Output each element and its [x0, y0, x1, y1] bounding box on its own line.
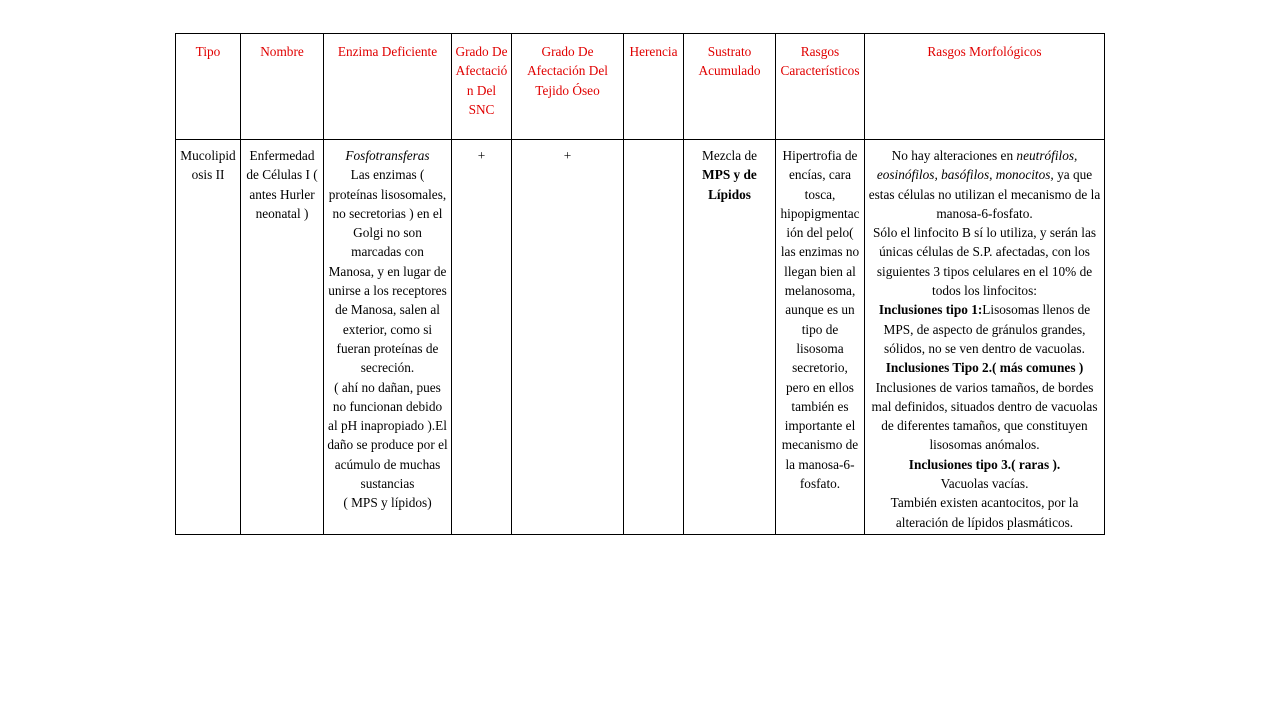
cell-sustrato	[684, 140, 776, 535]
morpho-paragraph-2: Sólo el linfocito B sí lo utiliza, y serán las únicas células de S.P. afectadas, con los siguientes 3 tipos celulares en el 10% de todos los linfocitos:	[872, 225, 1097, 299]
substrate-prefix: Mezcla de	[702, 148, 757, 163]
morpho-paragraph-last: También existen acantocitos, por la alteración de lípidos plasmáticos.	[890, 495, 1079, 530]
morpho-inclusion-1	[868, 300, 1101, 358]
inclusion-2-text: Inclusiones de varios tamaños, de bordes mal definidos, situados dentro de vacuolas de diferentes tamaños, que constituyen lisosomas anómalos.	[871, 379, 1098, 453]
header-rasgos: Rasgos Característicos	[776, 34, 865, 140]
cell-oseo: +	[512, 140, 624, 535]
morpho-paragraph-1	[868, 146, 1101, 223]
cell-snc: +	[452, 140, 512, 535]
cell-rasgos: Hipertrofia de encías, cara tosca, hipopigmentación del pelo( las enzimas no llegan bien al melanosoma, aunque es un tipo de lisosoma secretorio, pero en ellos también es importante el mecanismo de la manosa-6-fosfato.	[776, 140, 865, 535]
enzyme-name: Fosfotransferas	[345, 148, 430, 163]
substrate-bold: MPS y de Lípidos	[702, 167, 757, 202]
header-tipo: Tipo	[176, 34, 241, 140]
header-enzima: Enzima Deficiente	[324, 34, 452, 140]
morpho-p1-b: ya que estas células no utilizan el mecanismo de la manosa-6-fosfato.	[868, 167, 1101, 221]
header-row	[176, 34, 1105, 140]
header-morfologicos: Rasgos Morfológicos	[865, 34, 1105, 140]
header-oseo: Grado De Afectación Del Tejido Óseo	[512, 34, 624, 140]
inclusion-3-title: Inclusiones tipo 3.( raras ).	[908, 456, 1061, 472]
header-herencia: Herencia	[624, 34, 684, 140]
inclusion-1-text: Lisosomas llenos de MPS, de aspecto de gránulos grandes, sólidos, no se ven dentro de vacuolas.	[883, 302, 1091, 356]
header-snc: Grado De Afectación Del SNC	[452, 34, 512, 140]
morpho-p1-cells: neutrófilos, eosinófilos, basófilos, monocitos,	[876, 148, 1078, 183]
table-row	[176, 140, 1105, 535]
morpho-p1-a: No hay alteraciones en	[891, 148, 1014, 163]
cell-herencia	[624, 140, 684, 535]
cell-nombre: Enfermedad de Células I ( antes Hurler neonatal )	[241, 140, 324, 535]
header-nombre: Nombre	[241, 34, 324, 140]
inclusion-1-title: Inclusiones tipo 1:	[878, 302, 983, 318]
lysosomal-disease-table	[175, 33, 1105, 535]
cell-tipo: Mucolipidosis II	[176, 140, 241, 535]
cell-morfologicos	[865, 140, 1105, 535]
header-sustrato: Sustrato Acumulado	[684, 34, 776, 140]
enzyme-text: Las enzimas ( proteínas lisosomales, no secretorias ) en el Golgi no son marcadas con Manosa, y en lugar de unirse a los receptores de Manosa, salen al exterior, como si fueran proteínas de secreción.	[328, 167, 447, 376]
cell-enzima	[324, 140, 452, 535]
enzyme-text-3: ( MPS y lípidos)	[343, 495, 432, 511]
inclusion-2-title: Inclusiones Tipo 2.( más comunes )	[885, 360, 1084, 376]
inclusion-3-text: Vacuolas vacías.	[940, 476, 1029, 492]
enzyme-text-2: ( ahí no dañan, pues no funcionan debido al pH inapropiado ).El daño se produce por el acúmulo de muchas sustancias	[327, 379, 448, 492]
